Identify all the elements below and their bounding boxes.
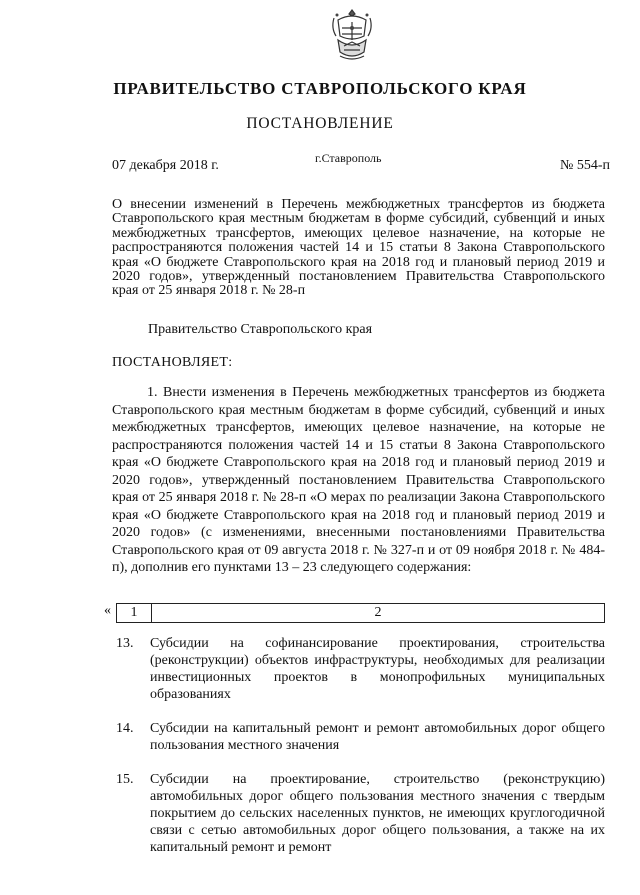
document-date: 07 декабря 2018 г. — [112, 158, 219, 173]
row-number: 15. — [116, 772, 134, 787]
paragraph-1 — [112, 384, 605, 577]
document-number: № 554-п — [559, 158, 610, 173]
table-header-col-1: 1 — [117, 604, 152, 622]
coat-of-arms-icon — [328, 6, 376, 64]
table-body — [116, 635, 605, 856]
row-text: Субсидии на софинансирование проектирования, строительства (реконструкции) объектов инфраструктуры, необходимых для реализации инвестиционных проектов в монопрофильных муниципальных образованиях — [150, 636, 605, 702]
document-title: О внесении изменений в Перечень межбюджетных трансфертов из бюджета Ставропольского края местным бюджетам в форме субсидий, субвенций и иных межбюджетных трансфертов, имеющих целевое назначение, на которые не распространяются положения частей 14 и 15 статьи 8 Закона Ставропольского края «О бюджете Ставропольского края на 2018 год и плановый период 2019 и 2020 годов», утвержденный постановлением Правительства Ставропольского края от 25 января 2018 г. № 28-п — [112, 197, 605, 299]
transfers-table — [116, 603, 605, 873]
row-text: Субсидии на проектирование, строительство (реконструкцию) автомобильных дорог общего пользования местного значения с твердым покрытием до сельских населенных пунктов, не имеющих круглогодичной связи с сетью автомобильных дорог общего пользования, а также на их капитальный ремонт и ремонт — [150, 772, 605, 855]
table-row — [116, 635, 605, 703]
document-city: г.Ставрополь — [315, 151, 382, 165]
table-row — [116, 720, 605, 754]
row-number: 14. — [116, 721, 134, 736]
preamble: Правительство Ставропольского края — [148, 322, 373, 337]
table-header-row — [116, 603, 605, 623]
open-quote: « — [104, 603, 111, 618]
organization-title: ПРАВИТЕЛЬСТВО СТАВРОПОЛЬСКОГО КРАЯ — [113, 79, 527, 98]
row-number: 13. — [116, 636, 134, 651]
paragraph-1-text: 1. Внести изменения в Перечень межбюджетных трансфертов из бюджета Ставропольского края местным бюджетам в форме субсидий, субвенций и иных межбюджетных трансфертов, имеющих целевое назначение, на которые не распространяются положения частей 14 и 15 статьи 8 Закона Ставропольского края «О бюджете Ставропольского края на 2018 год и плановый период 2019 и 2020 годов», утвержденный постановлением Правительства Ставропольского края от 25 января 2018 г. № 28-п «О мерах по реализации Закона Ставропольского края «О бюджете Ставропольского края на 2018 год и плановый период 2019 и 2020 годов» (с изменениями, внесенными постановлениями Правительства Ставропольского края от 09 августа 2018 г. № 327-п и от 09 ноября 2018 г. № 484-п), дополнив его пунктами 13 – 23 следующего содержания: — [112, 385, 605, 575]
decree-word: ПОСТАНОВЛЯЕТ: — [112, 355, 233, 370]
document-type: ПОСТАНОВЛЕНИЕ — [246, 115, 394, 132]
table-header-col-2: 2 — [374, 605, 382, 620]
row-text: Субсидии на капитальный ремонт и ремонт автомобильных дорог общего пользования местного значения — [150, 721, 605, 753]
table-row — [116, 771, 605, 856]
